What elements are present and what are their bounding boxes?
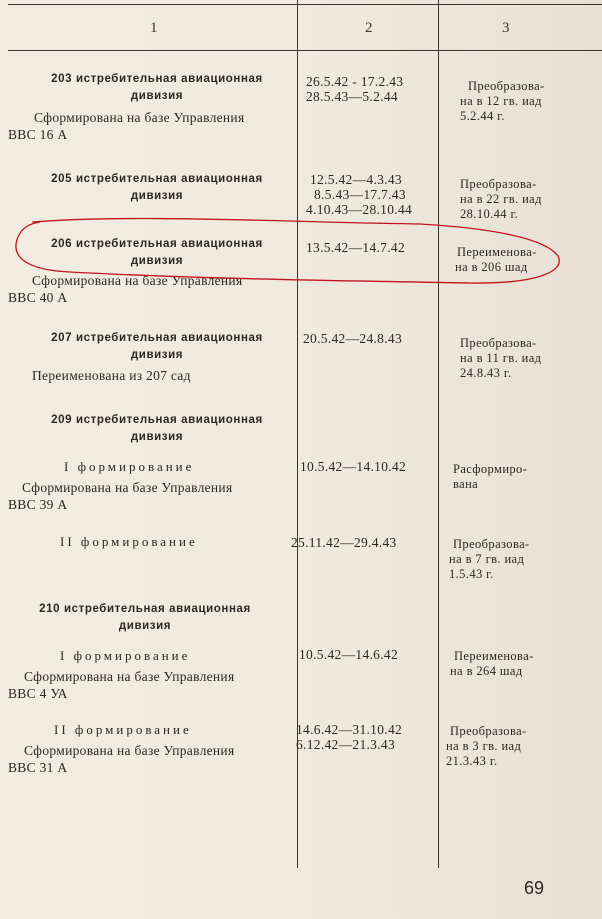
division-206-note: Переименова- на в 206 шад xyxy=(455,245,537,274)
column-header-2: 2 xyxy=(365,20,373,36)
division-209-title: 209 истребительная авиационная дивизия xyxy=(51,414,263,443)
division-209-origin: Сформирована на базе Управления ВВС 39 А xyxy=(8,480,233,512)
division-207-origin: Переименована из 207 сад xyxy=(32,368,191,383)
division-209-note-2: Преобразова- на в 7 гв. иад 1.5.43 г. xyxy=(449,537,530,581)
column-header-1: 1 xyxy=(150,20,158,36)
division-206-origin: Сформирована на базе Управления ВВС 40 А xyxy=(8,273,243,305)
division-203-title: 203 истребительная авиационная дивизия xyxy=(51,73,263,102)
division-205-note: Преобразова- на в 22 гв. иад 28.10.44 г. xyxy=(460,177,542,221)
division-210-origin-1: Сформирована на базе Управления ВВС 4 УА xyxy=(8,669,235,701)
division-210-note-2: Преобразова- на в 3 гв. иад 21.3.43 г. xyxy=(446,724,527,768)
division-209-formation-2: II формирование xyxy=(60,534,198,549)
page-number: 69 xyxy=(524,878,545,898)
division-207-note: Преобразова- на в 11 гв. иад 24.8.43 г. xyxy=(460,336,542,380)
division-205-title: 205 истребительная авиационная дивизия xyxy=(51,173,263,202)
header-bottom-rule xyxy=(8,50,602,51)
division-203-origin: Сформирована на базе Управления ВВС 16 А xyxy=(8,110,245,142)
division-209-note-1: Расформиро- вана xyxy=(453,462,528,491)
division-206-dates: 13.5.42—14.7.42 xyxy=(306,240,405,255)
division-209-dates-2: 25.11.42—29.4.43 xyxy=(291,535,397,550)
header-top-rule xyxy=(8,4,602,5)
division-210-dates-2: 14.6.42—31.10.42 6.12.42—21.3.43 xyxy=(296,722,403,752)
division-210-dates-1: 10.5.42—14.6.42 xyxy=(299,647,398,662)
division-209-dates-1: 10.5.42—14.10.42 xyxy=(300,459,407,474)
division-209-formation-1: I формирование xyxy=(64,459,195,474)
column-header-3: 3 xyxy=(502,20,510,36)
division-207-dates: 20.5.42—24.8.43 xyxy=(303,331,402,346)
division-206-title: 206 истребительная авиационная дивизия xyxy=(51,238,263,267)
division-210-note-1: Переименова- на в 264 шад xyxy=(450,649,534,678)
division-203-note: Преобразова- на в 12 гв. иад 5.2.44 г. xyxy=(460,79,545,123)
division-203-dates: 26.5.42 - 17.2.43 28.5.43—5.2.44 xyxy=(306,74,404,104)
division-205-dates: 12.5.42—4.3.43 8.5.43—17.7.43 4.10.43—28.10.44 xyxy=(306,172,413,217)
column-divider-2 xyxy=(438,0,439,868)
division-207-title: 207 истребительная авиационная дивизия xyxy=(51,332,263,361)
division-210-formation-1: I формирование xyxy=(60,648,191,663)
division-210-formation-2: II формирование xyxy=(54,722,192,737)
division-210-origin-2: Сформирована на базе Управления ВВС 31 А xyxy=(8,743,235,775)
division-210-title: 210 истребительная авиационная дивизия xyxy=(39,603,251,632)
